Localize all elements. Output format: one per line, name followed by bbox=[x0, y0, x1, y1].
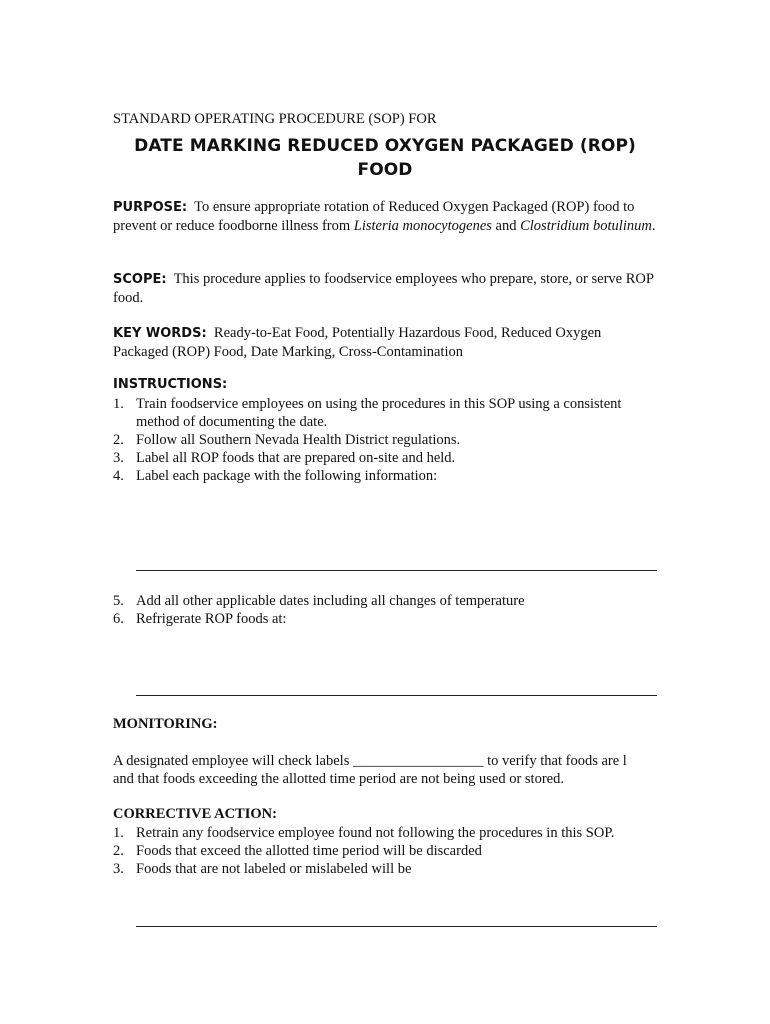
list-item bbox=[113, 860, 658, 878]
list-item-number: 5. bbox=[113, 593, 124, 609]
list-item-number: 2. bbox=[113, 432, 124, 448]
instructions-list-continued bbox=[113, 592, 658, 628]
list-item bbox=[113, 467, 658, 485]
monitoring-text-continued: to verify that foods are l bbox=[487, 753, 627, 769]
purpose-species-2: Clostridium botulinum bbox=[520, 218, 652, 234]
list-item bbox=[113, 592, 658, 610]
list-item-text: Foods that are not labeled or mislabeled will be bbox=[136, 861, 412, 877]
list-item bbox=[113, 610, 658, 628]
list-item-text: Foods that exceed the allotted time period will be discarded bbox=[136, 843, 482, 859]
corrective-action-fill-line[interactable] bbox=[136, 926, 657, 927]
label-info-fill-line[interactable] bbox=[136, 570, 657, 571]
monitoring-text: A designated employee will check labels bbox=[113, 753, 350, 769]
list-item bbox=[113, 449, 658, 467]
purpose-species-1: Listeria monocytogenes bbox=[353, 218, 492, 234]
corrective-action-list bbox=[113, 824, 658, 878]
purpose-end: . bbox=[651, 218, 656, 234]
keywords-label: KEY WORDS: bbox=[113, 326, 207, 341]
list-item-number: 3. bbox=[113, 861, 124, 877]
list-item bbox=[113, 842, 658, 860]
list-item bbox=[113, 395, 658, 431]
scope-text: This procedure applies to foodservice employees who prepare, store, or serve ROP food. bbox=[113, 271, 654, 306]
list-item-text: Label each package with the following information: bbox=[136, 468, 438, 484]
list-item bbox=[113, 431, 658, 449]
list-item-number: 6. bbox=[113, 611, 124, 627]
keywords-text: Ready-to-Eat Food, Potentially Hazardous Food, Reduced Oxygen Packaged (ROP) Food, Date Marking, Cross-Contamination bbox=[113, 325, 602, 360]
sop-line: STANDARD OPERATING PROCEDURE (SOP) FOR bbox=[113, 111, 437, 127]
purpose-label: PURPOSE: bbox=[113, 200, 188, 215]
page-title-line-2: FOOD bbox=[357, 160, 413, 180]
purpose-section bbox=[113, 198, 658, 235]
monitoring-text-line-1 bbox=[113, 752, 658, 770]
corrective-action-label: CORRECTIVE ACTION: bbox=[113, 806, 277, 822]
list-item-number: 4. bbox=[113, 468, 124, 484]
keywords-section bbox=[113, 324, 658, 361]
list-item bbox=[113, 824, 658, 842]
page-title bbox=[113, 134, 657, 182]
monitoring-label: MONITORING: bbox=[113, 716, 218, 732]
list-item-text: Label all ROP foods that are prepared on-site and held. bbox=[136, 450, 456, 466]
purpose-text: To ensure appropriate rotation of Reduced Oxygen Packaged (ROP) food to prevent or reduce foodborne illness from bbox=[113, 199, 635, 234]
scope-section bbox=[113, 270, 658, 307]
scope-label: SCOPE: bbox=[113, 272, 167, 287]
list-item-text: Retrain any foodservice employee found not following the procedures in this SOP. bbox=[136, 825, 615, 841]
purpose-conjunction: and bbox=[491, 218, 521, 234]
instructions-label: INSTRUCTIONS: bbox=[113, 377, 228, 392]
list-item-text: Follow all Southern Nevada Health District regulations. bbox=[136, 432, 461, 448]
instructions-list bbox=[113, 395, 658, 485]
list-item-number: 2. bbox=[113, 843, 124, 859]
list-item-number: 1. bbox=[113, 825, 124, 841]
list-item-number: 1. bbox=[113, 396, 124, 412]
list-item-number: 3. bbox=[113, 450, 124, 466]
refrigerate-temp-fill-line[interactable] bbox=[136, 695, 657, 696]
list-item-text: Train foodservice employees on using the procedures in this SOP using a consistent method of documenting the date. bbox=[136, 396, 622, 430]
list-item-text: Refrigerate ROP foods at: bbox=[136, 611, 287, 627]
monitoring-text-line-2: and that foods exceeding the allotted time period are not being used or stored. bbox=[113, 771, 564, 787]
list-item-text: Add all other applicable dates including all changes of temperature bbox=[136, 593, 525, 609]
page-title-line-1: DATE MARKING REDUCED OXYGEN PACKAGED (ROP) bbox=[134, 136, 636, 156]
monitoring-frequency-blank[interactable]: __________________ bbox=[352, 753, 484, 769]
